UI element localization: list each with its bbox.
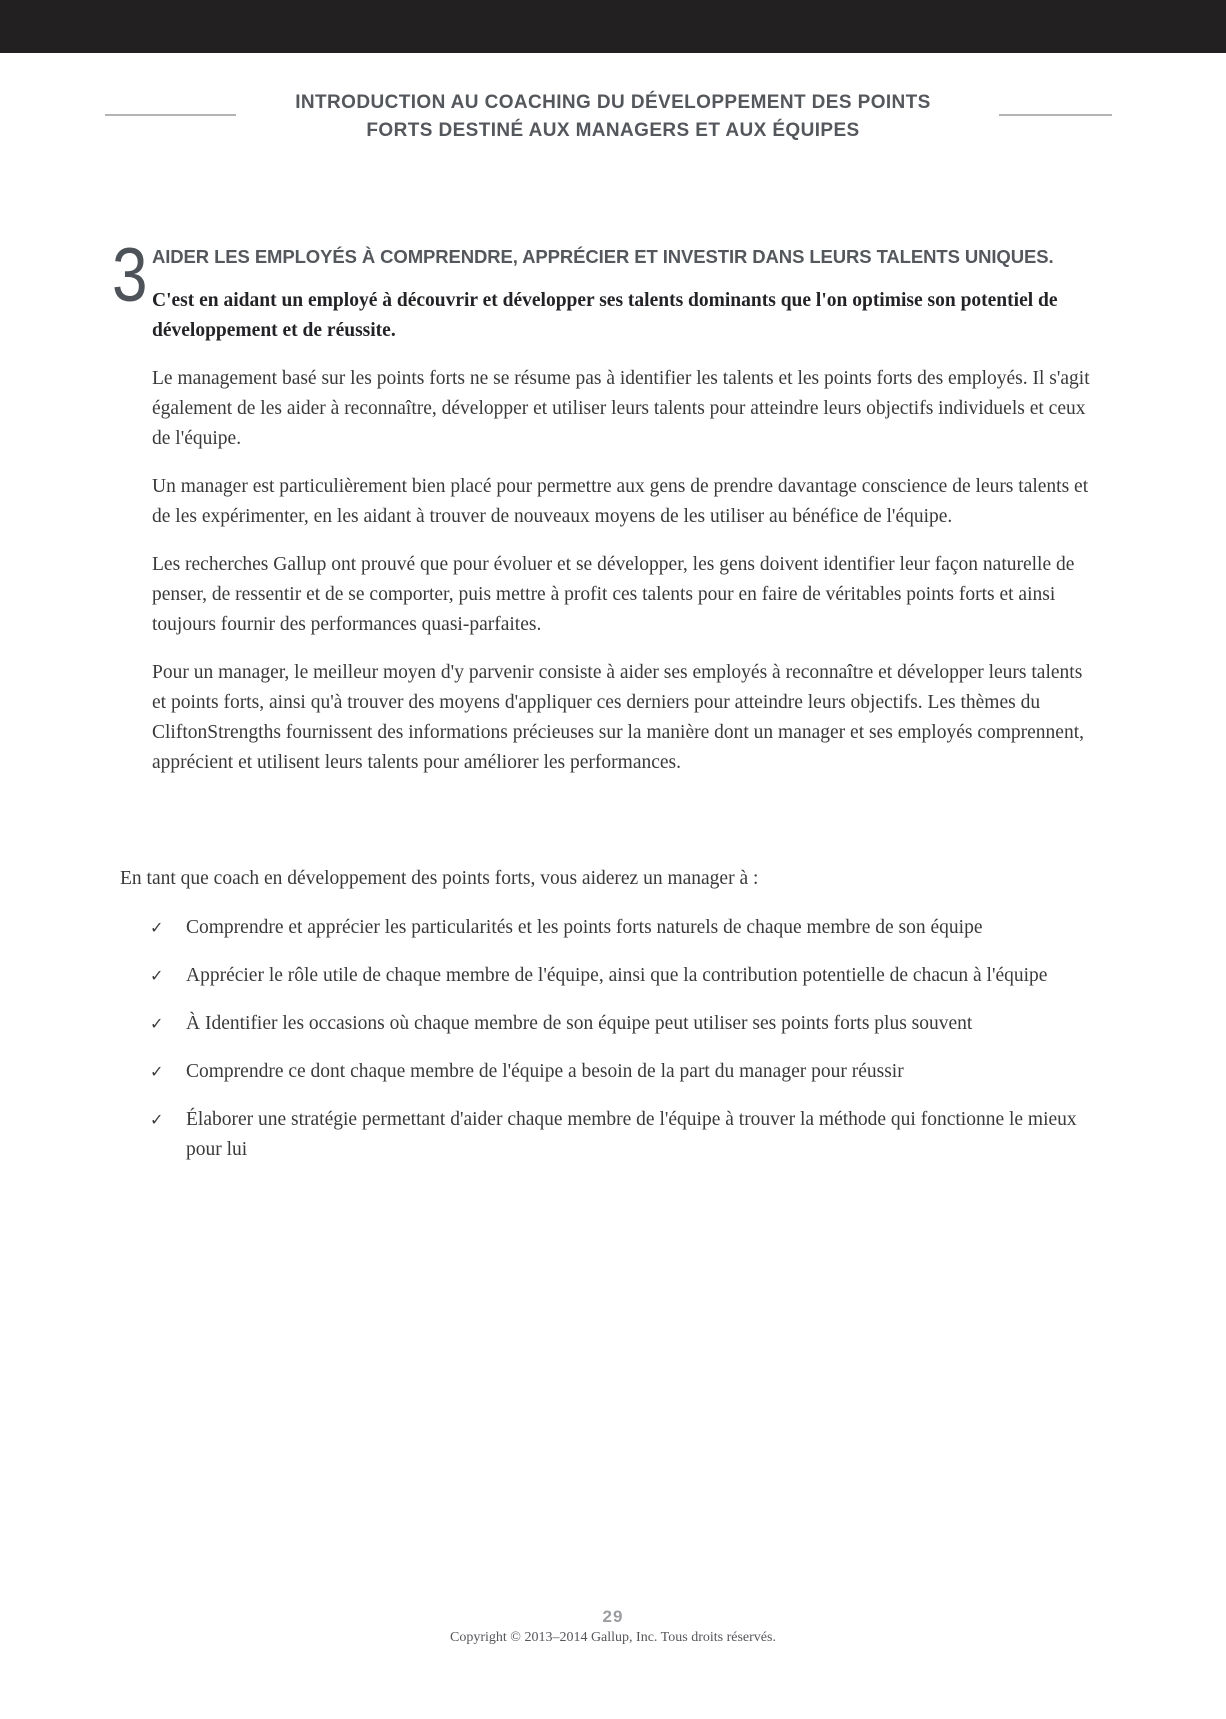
- paragraph: Pour un manager, le meilleur moyen d'y parvenir consiste à aider ses employés à reconnaître et développer leurs talents et points forts, ainsi qu'à trouver des moyens d'appliquer ces derniers pour atteindre leurs objectifs. Les thèmes du CliftonStrengths fournissent des informations précieuses sur la manière dont un manager et ses employés comprennent, apprécient et utilisent leurs talents pour améliorer les performances.: [152, 662, 1084, 773]
- section-lead: C'est en aidant un employé à découvrir et développer ses talents dominants que l'on optimise son potentiel de développement et de réussite.: [152, 290, 1058, 341]
- checklist: [0, 913, 1096, 1165]
- list-item: [150, 1105, 1096, 1165]
- list-item: [150, 1009, 1096, 1039]
- section-3: [112, 233, 1094, 796]
- document-title-line2: FORTS DESTINÉ AUX MANAGERS ET AUX ÉQUIPES: [366, 120, 860, 141]
- list-item-text: Comprendre et apprécier les particularités et les points forts naturels de chaque membre de son équipe: [186, 917, 983, 938]
- coach-intro: En tant que coach en développement des points forts, vous aiderez un manager à :: [120, 868, 759, 889]
- paragraph: Un manager est particulièrement bien placé pour permettre aux gens de prendre davantage conscience de leurs talents et de les expérimenter, en les aidant à trouver de nouveaux moyens de les utiliser au bénéfice de l'équipe.: [152, 476, 1089, 527]
- document-title: [0, 89, 1226, 145]
- check-icon: ✓: [150, 1014, 164, 1033]
- top-banner: [0, 0, 1226, 53]
- list-item-text: Comprendre ce dont chaque membre de l'équipe a besoin de la part du manager pour réussir: [186, 1061, 904, 1082]
- list-item-text: Élaborer une stratégie permettant d'aider chaque membre de l'équipe à trouver la méthode qui fonctionne le mieux pour lui: [186, 1109, 1077, 1160]
- section-body: [152, 241, 1094, 796]
- list-item-text: Apprécier le rôle utile de chaque membre de l'équipe, ainsi que la contribution potentielle de chacun à l'équipe: [186, 965, 1048, 986]
- check-icon: ✓: [150, 1062, 164, 1081]
- list-item: [150, 961, 1096, 991]
- section-number: 3: [112, 233, 148, 318]
- list-item: [150, 913, 1096, 943]
- paragraph: Les recherches Gallup ont prouvé que pour évoluer et se développer, les gens doivent identifier leur façon naturelle de penser, de ressentir et de se comporter, puis mettre à profit ces talents pour en faire de véritables points forts et ainsi toujours fournir des performances quasi-parfaites.: [152, 554, 1075, 635]
- header-rule-left-icon: [105, 114, 236, 116]
- check-icon: ✓: [150, 966, 164, 985]
- page-number: 29: [602, 1607, 624, 1626]
- header-rule-right-icon: [999, 114, 1112, 116]
- check-icon: ✓: [150, 918, 164, 937]
- section-heading: AIDER LES EMPLOYÉS À COMPRENDRE, APPRÉCIER ET INVESTIR DANS LEURS TALENTS UNIQUES.: [152, 246, 1054, 267]
- page-footer: [0, 1607, 1226, 1646]
- paragraph: Le management basé sur les points forts ne se résume pas à identifier les talents et les points forts des employés. Il s'agit également de les aider à reconnaître, développer et utiliser leurs talents pour atteindre leurs objectifs individuels et ceux de l'équipe.: [152, 368, 1090, 449]
- list-item: [150, 1057, 1096, 1087]
- document-header: [0, 89, 1226, 145]
- copyright-notice: Copyright © 2013–2014 Gallup, Inc. Tous droits réservés.: [450, 1630, 776, 1645]
- check-icon: ✓: [150, 1110, 164, 1129]
- document-title-line1: INTRODUCTION AU COACHING DU DÉVELOPPEMENT DES POINTS: [295, 92, 931, 113]
- list-item-text: À Identifier les occasions où chaque membre de son équipe peut utiliser ses points forts plus souvent: [186, 1013, 973, 1034]
